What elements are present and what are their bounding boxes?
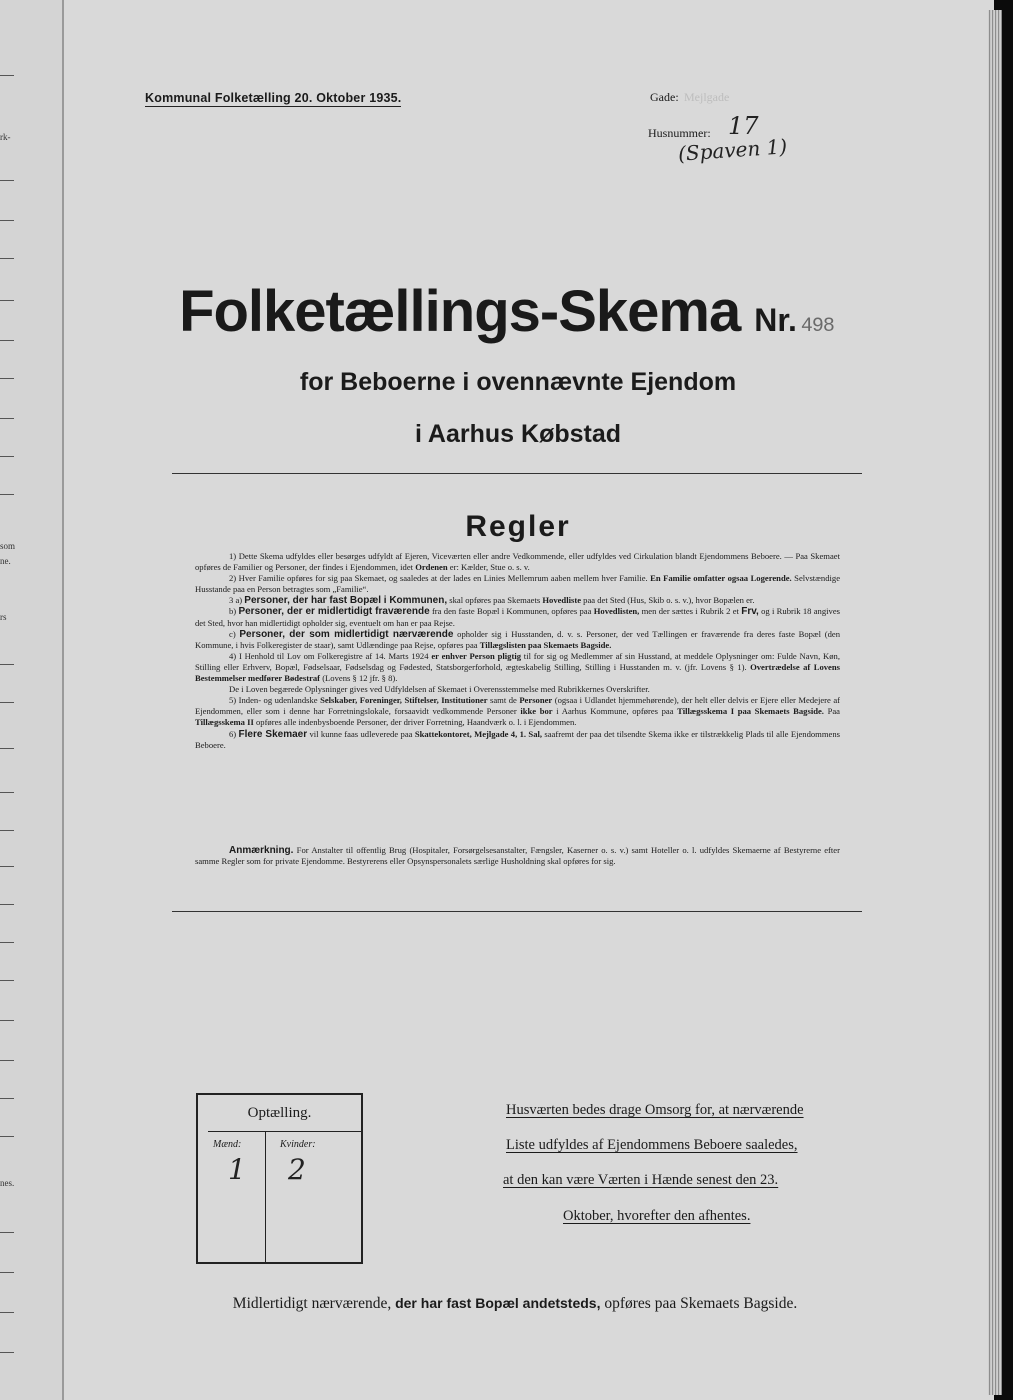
margin-rule bbox=[0, 830, 14, 831]
rule-3a: 3 a) Personer, der har fast Bopæl i Kommunen, skal opføres paa Skemaets Hovedliste paa det Sted (Hus, Skib o. s. v.), hvor Bopælen er. bbox=[229, 595, 755, 607]
rule-2: 2) Hver Familie opføres for sig paa Skemaet, og saaledes at der lades en Linies Mellemrum aaben mellem hver Familie. En Familie omfatter ogsaa Logerende. Selvstændige Husstande paa en Person betragtes som „Familie“. bbox=[195, 573, 841, 595]
anmaerkning-label: Anmærkning. bbox=[229, 845, 294, 856]
margin-rule bbox=[0, 792, 14, 793]
anmaerkning bbox=[195, 845, 840, 867]
margin-rule bbox=[0, 664, 14, 665]
notice-line-4: Oktober, hvorefter den afhentes. bbox=[563, 1208, 751, 1224]
margin-rule bbox=[0, 748, 14, 749]
optaelling-box bbox=[196, 1093, 363, 1264]
margin-rule bbox=[0, 220, 14, 221]
form-nr-label: Nr. bbox=[754, 302, 797, 338]
footer-text-bold: der har fast Bopæl andetsteds, bbox=[395, 1295, 601, 1311]
margin-rule bbox=[0, 942, 14, 943]
form-subtitle: for Beboerne i ovennævnte Ejendom bbox=[299, 368, 737, 396]
rule-5: 5) Inden- og udenlandske Selskaber, Foreninger, Stiftelser, Institutioner samt de Personer (ogsaa i Udlandet hjemmehørende), der helt eller delvis er Ejere eller Medejere af Ejendommen, eller som i denne har Forretningslokale, forsaavidt vedkommende Personer ikke bor i Aarhus Kommune, opføres paa Tillægsskema I paa Skemaets Bagside. Paa Tillægsskema II opføres alle indenbysboende Personer, der driver Forretning, Haandværk o. l. i Ejendommen. bbox=[195, 695, 841, 728]
form-title-main: Folketællings-Skema bbox=[179, 279, 741, 344]
margin-rule bbox=[0, 1098, 14, 1099]
rule-4: 4) I Henhold til Lov om Folkeregistre af 14. Marts 1924 er enhver Person pligtig til for sig og Medlemmer af sin Husstand, at meddele Oplysninger om: Fulde Navn, Køn, Stilling eller Erhverv, Bopæl, Fødselsaar, Fødselsdag og Fødested, Statsborgerforhold, ægteskabelig Stilling, Stilling i Husstanden m. v. (jfr. Lovens § 1). Overtrædelse af Lovens Bestemmelser medfører Bødestraf (Lovens § 12 jfr. § 8). bbox=[195, 650, 840, 684]
form-title bbox=[0, 278, 1013, 345]
husnummer-note: (Spaven 1) bbox=[677, 134, 788, 166]
margin-fragment: som bbox=[0, 541, 16, 551]
optaelling-title: Optælling. bbox=[247, 1105, 312, 1121]
divider-top bbox=[172, 473, 862, 474]
margin-fragment: ne. bbox=[0, 556, 11, 566]
notice-line-3: at den kan være Værten i Hænde senest den 23. bbox=[503, 1172, 779, 1188]
margin-rule bbox=[0, 1232, 14, 1233]
margin-rule bbox=[0, 904, 14, 905]
rule-1: 1) Dette Skema udfyldes eller besørges udfyldt af Ejeren, Viceværten eller andre Vedkommende, eller udfyldes ved Cirkulation blandt Ejendommens Beboere. — Paa Skemaet opføres de Familier og Personer, der findes i Ejendommen, idet Ordenen er: Kælder, Stue o. s. v. bbox=[195, 551, 840, 573]
anmaerkning-text: For Anstalter til offentlig Brug (Hospitaler, Forsørgelsesanstalter, Fængsler, Kaserner o. s. v.) samt Hoteller o. l. udfyldes Skemaerne af Bestyrerne efter samme Regler som for private Ejendomme. Bestyrerens eller Opsynspersonalets særlige Husholdning skal opføres for sig. bbox=[195, 845, 840, 867]
footer-text-a: Midlertidigt nærværende, bbox=[232, 1295, 396, 1312]
margin-fragment: nes. bbox=[0, 1178, 15, 1188]
rule-4-note: De i Loven begærede Oplysninger gives ved Udfyldelsen af Skemaet i Overensstemmelse med Rubrikkernes Overskrifter. bbox=[229, 684, 650, 695]
margin-rule bbox=[0, 1136, 14, 1137]
kvinder-value: 2 bbox=[288, 1153, 306, 1186]
maend-value: 1 bbox=[228, 1153, 246, 1186]
notice-line-2: Liste udfyldes af Ejendommens Beboere saaledes, bbox=[506, 1137, 798, 1153]
notice-line-1: Husværten bedes drage Omsorg for, at nærværende bbox=[506, 1102, 804, 1118]
gade-value: Mejlgade bbox=[684, 90, 730, 104]
divider-bottom bbox=[172, 911, 862, 912]
facing-page-strip bbox=[0, 0, 64, 1400]
page-edge-stack bbox=[988, 10, 1002, 1395]
optaelling-column-divider bbox=[265, 1131, 266, 1262]
rule-6: 6) Flere Skemaer vil kunne faas udleverede paa Skattekontoret, Mejlgade 4, 1. Sal, saafremt der paa det tilsendte Skema ikke er tilstrækkelig Plads til alle Ejendommens Beboere. bbox=[195, 728, 840, 750]
form-nr-value: 498 bbox=[800, 315, 834, 338]
margin-rule bbox=[0, 494, 14, 495]
margin-rule bbox=[0, 1020, 14, 1021]
kvinder-label: Kvinder: bbox=[280, 1139, 316, 1150]
rule-3b: b) Personer, der er midlertidigt fraværende fra den faste Bopæl i Kommunen, opføres paa Hovedlisten, men der sættes i Rubrik 2 et Frv, og i Rubrik 18 angives det Sted, hvor han midlertidigt opholder sig, eventuelt om han er paa Rejse. bbox=[195, 606, 840, 628]
husnummer-value: 17 bbox=[728, 112, 759, 140]
margin-rule bbox=[0, 75, 14, 76]
margin-rule bbox=[0, 866, 14, 867]
census-header: Kommunal Folketælling 20. Oktober 1935. bbox=[145, 91, 402, 105]
maend-label: Mænd: bbox=[213, 1139, 242, 1150]
margin-rule bbox=[0, 180, 14, 181]
form-subtitle-city: i Aarhus Købstad bbox=[414, 420, 622, 448]
husnummer-label: Husnummer: bbox=[648, 126, 711, 140]
margin-rule bbox=[0, 980, 14, 981]
footer-text-c: opføres paa Skemaets Bagside. bbox=[600, 1295, 798, 1312]
margin-rule bbox=[0, 1272, 14, 1273]
footer-note bbox=[0, 1295, 1013, 1313]
margin-rule bbox=[0, 1060, 14, 1061]
margin-fragment: rs bbox=[0, 612, 7, 622]
margin-rule bbox=[0, 258, 14, 259]
gade-label: Gade: bbox=[650, 90, 679, 104]
margin-rule bbox=[0, 456, 14, 457]
margin-rule bbox=[0, 1352, 14, 1353]
rule-3c: c) Personer, der som midlertidigt nærværende opholder sig i Husstanden, d. v. s. Personer, der ved Tællingen er fraværende fra deres faste Bopæl (den Kommune, i hvis Folkeregister de staar), samt Udlændinge paa Rejse, opføres paa Tillægslisten paa Skemaets Bagside. bbox=[195, 628, 841, 650]
margin-fragment: rk- bbox=[0, 132, 11, 142]
margin-rule bbox=[0, 418, 14, 419]
regler-heading: Regler bbox=[465, 510, 571, 543]
margin-rule bbox=[0, 702, 14, 703]
rules-text bbox=[195, 551, 840, 751]
optaelling-rule bbox=[208, 1131, 361, 1132]
